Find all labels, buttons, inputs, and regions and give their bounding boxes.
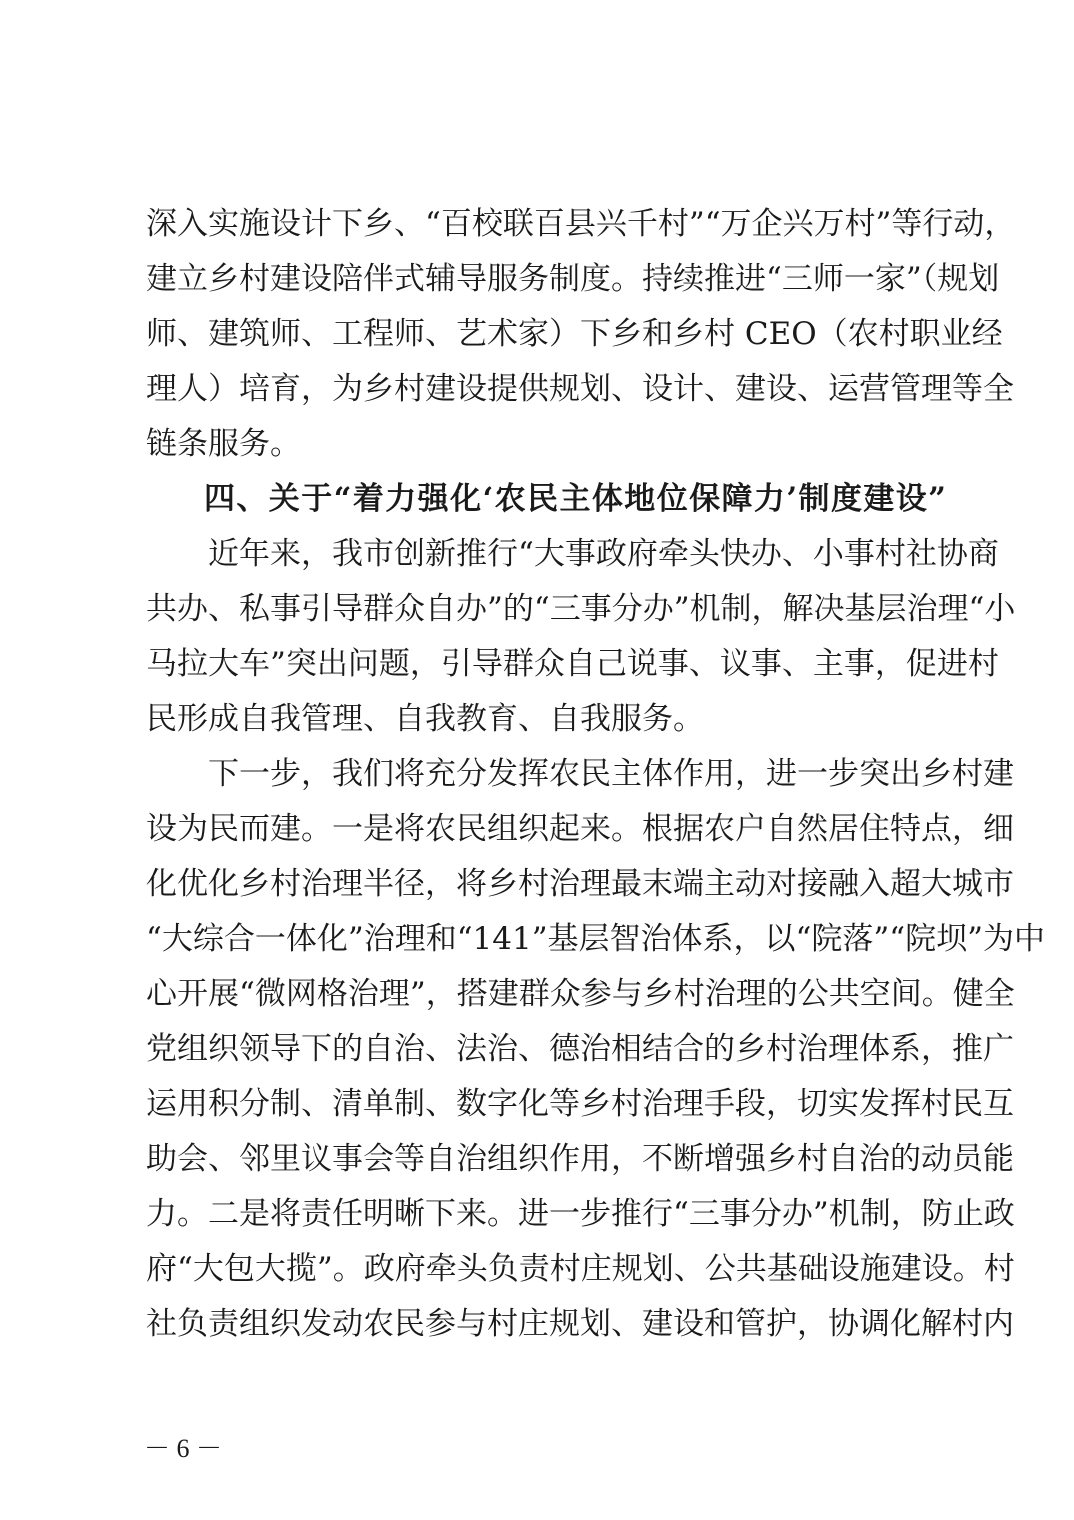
- text-line: 马拉大车”突出问题，引导群众自己说事、议事、主事，促进村: [146, 646, 999, 682]
- text-line: 心开展“微网格治理”，搭建群众参与乡村治理的公共空间。健全: [146, 976, 1015, 1012]
- text-line: 共办、私事引导群众自办”的“三事分办”机制，解决基层治理“小: [146, 591, 1016, 627]
- page-number: － 6 －: [144, 1434, 223, 1463]
- text-line: 社负责组织发动农民参与村庄规划、建设和管护，协调化解村内: [146, 1306, 1014, 1342]
- text-line: 力。二是将责任明晰下来。进一步推行“三事分办”机制，防止政: [146, 1196, 1015, 1232]
- text-line: 建立乡村建设陪伴式辅导服务制度。持续推进“三师一家”（规划: [146, 261, 1000, 297]
- text-line: 党组织领导下的自治、法治、德治相结合的乡村治理体系，推广: [146, 1031, 1014, 1067]
- text-line: 化优化乡村治理半径，将乡村治理最末端主动对接融入超大城市: [146, 866, 1014, 902]
- text-line: 助会、邻里议事会等自治组织作用，不断增强乡村自治的动员能: [146, 1141, 1014, 1177]
- text-line: 师、建筑师、工程师、艺术家）下乡和乡村 CEO（农村职业经: [146, 316, 1003, 352]
- text-line: 近年来，我市创新推行“大事政府牵头快办、小事村社协商: [208, 536, 999, 572]
- text-line: 府“大包大揽”。政府牵头负责村庄规划、公共基础设施建设。村: [146, 1251, 1015, 1287]
- text-line: “大综合一体化”治理和“141”基层智治体系，以“院落”“院坝”为中: [146, 921, 1045, 957]
- text-line: 深入实施设计下乡、“百校联百县兴千村”“万企兴万村”等行动，: [146, 206, 1016, 242]
- text-line: 设为民而建。一是将农民组织起来。根据农户自然居住特点，细: [146, 811, 1014, 847]
- text-line: 民形成自我管理、自我教育、自我服务。: [146, 701, 704, 737]
- text-line: 链条服务。: [146, 426, 301, 462]
- text-line: 运用积分制、清单制、数字化等乡村治理手段，切实发挥村民互: [146, 1086, 1014, 1122]
- text-line: 理人）培育，为乡村建设提供规划、设计、建设、运营管理等全: [146, 371, 1014, 407]
- section-heading: 四、关于“着力强化‘农民主体地位保障力’制度建设”: [204, 481, 946, 517]
- text-line: 下一步，我们将充分发挥农民主体作用，进一步突出乡村建: [208, 756, 1014, 792]
